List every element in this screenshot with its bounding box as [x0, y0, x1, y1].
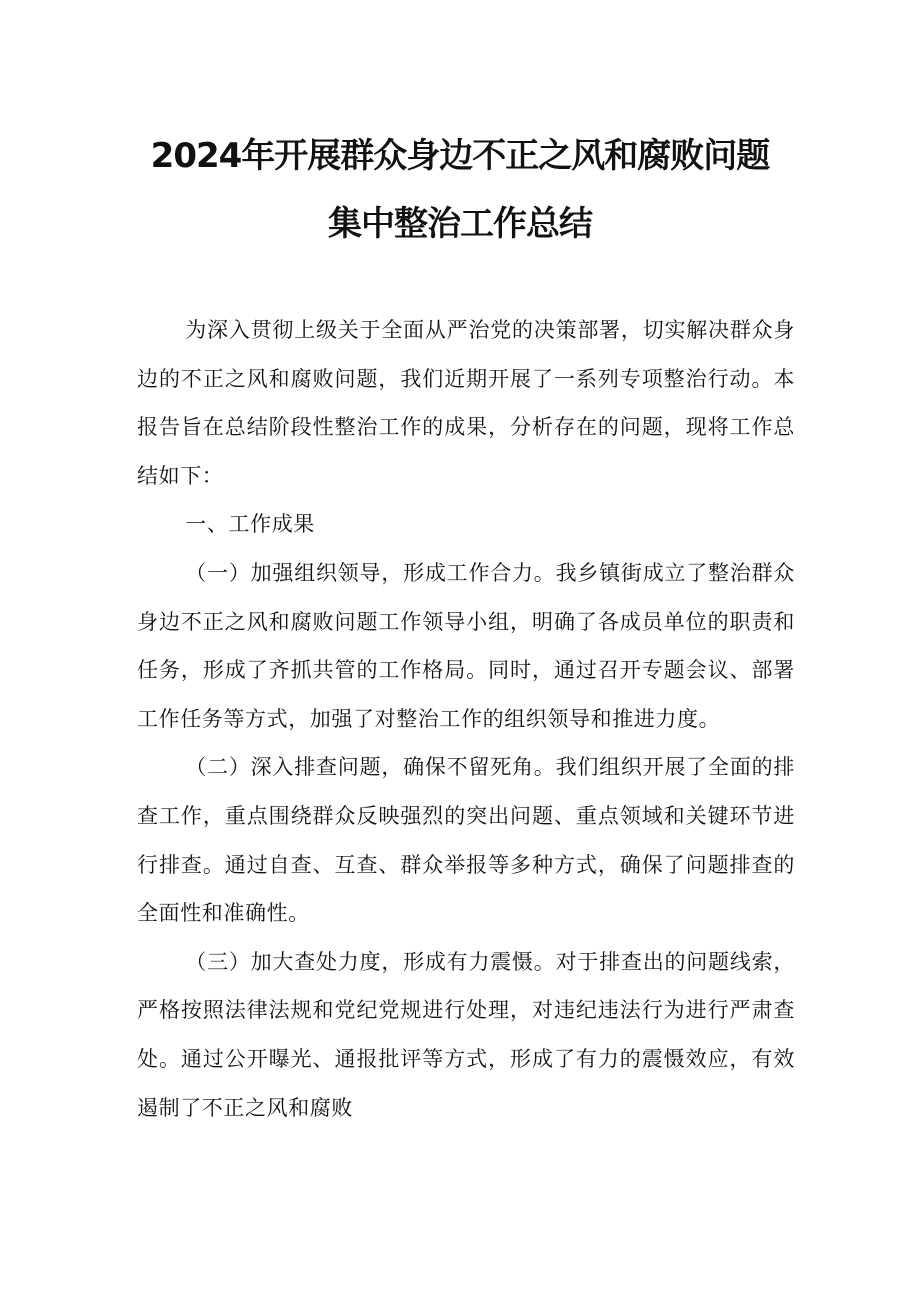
- paragraph-enforcement: （三）加大查处力度，形成有力震慑。对于排查出的问题线索，严格按照法律法规和党纪党规进行处理，对违纪违法行为进行严肃查处。通过公开曝光、通报批评等方式，形成了有力的震慑效应，有效遏制了不正之风和腐败: [137, 949, 795, 1120]
- document-title-line-1: 2024年开展群众身边不正之风和腐败问题: [150, 136, 770, 176]
- document-title-line-2: 集中整治工作总结: [328, 204, 592, 244]
- paragraph-problem-investigation: （二）深入排查问题，确保不留死角。我们组织开展了全面的排查工作，重点围绕群众反映强烈的突出问题、重点领域和关键环节进行排查。通过自查、互查、群众举报等多种方式，确保了问题排查的全面性和准确性。: [137, 755, 795, 926]
- paragraph-intro: 为深入贯彻上级关于全面从严治党的决策部署，切实解决群众身边的不正之风和腐败问题，我们近期开展了一系列专项整治行动。本报告旨在总结阶段性整治工作的成果，分析存在的问题，现将工作总结如下：: [137, 318, 795, 488]
- document-body: [137, 306, 795, 1132]
- section-heading-work-results: 一、工作成果: [185, 512, 315, 537]
- paragraph-organization-leadership: （一）加强组织领导，形成工作合力。我乡镇街成立了整治群众身边不正之风和腐败问题工作领导小组，明确了各成员单位的职责和任务，形成了齐抓共管的工作格局。同时，通过召开专题会议、部署工作任务等方式，加强了对整治工作的组织领导和推进力度。: [137, 560, 795, 731]
